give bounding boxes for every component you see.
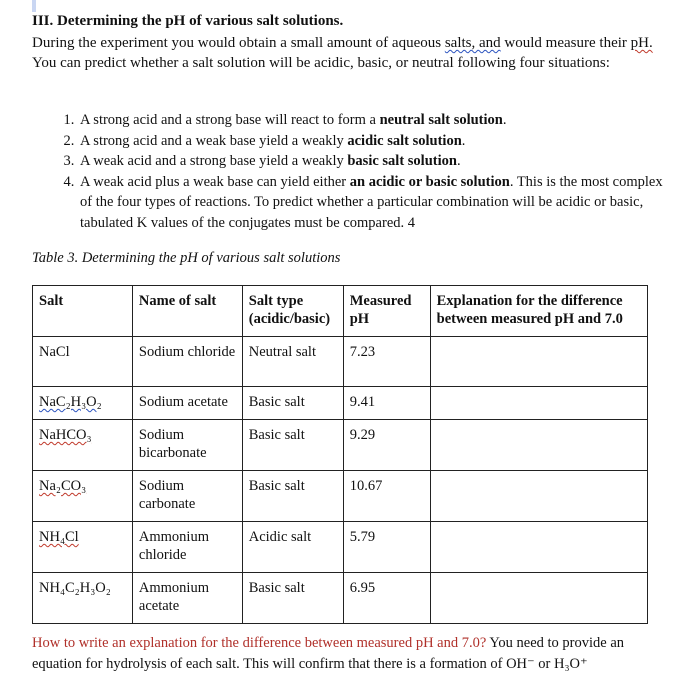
situation-after: .	[456, 153, 461, 169]
cell-ph: 9.41	[343, 387, 430, 420]
situation-text: A strong acid and a weak base yield a weakly	[80, 132, 348, 149]
cell-explanation[interactable]	[430, 522, 647, 573]
situations-list	[54, 110, 678, 233]
situation-bold: acidic salt solution	[347, 132, 462, 149]
situation-bold: neutral salt solution	[379, 112, 503, 128]
cell-ph: 7.23	[343, 337, 430, 387]
cell-name: Ammonium acetate	[132, 573, 242, 624]
cell-explanation[interactable]	[430, 471, 647, 522]
cell-type: Basic salt	[242, 573, 343, 624]
footer-paragraph	[32, 633, 672, 675]
header-type: Salt type (acidic/basic)	[242, 286, 343, 337]
intro-salts-and: salts, and	[444, 35, 501, 51]
table-row	[33, 420, 648, 471]
cell-formula: NH₄Cl	[33, 522, 133, 573]
cell-explanation[interactable]	[430, 387, 647, 420]
table-header-row	[33, 286, 648, 337]
cell-ph: 5.79	[343, 522, 430, 573]
situation-item	[78, 110, 678, 131]
situation-after: . This is the most complex of the four types of reactions. To predict whether a particular combination will be acidic or basic, tabulated K values of the conjugates must be compared. 4	[80, 173, 663, 231]
table-row	[33, 522, 648, 573]
intro-ph: pH.	[630, 35, 653, 51]
intro-text-3: You can predict whether a salt solution will be acidic, basic, or neutral following four situations:	[32, 55, 610, 71]
intro-paragraph	[32, 33, 672, 73]
header-name: Name of salt	[132, 286, 242, 337]
cell-name: Ammonium chloride	[132, 522, 242, 573]
cell-type: Acidic salt	[242, 522, 343, 573]
cell-ph: 6.95	[343, 573, 430, 624]
table-row	[33, 471, 648, 522]
cell-name: Sodium carbonate	[132, 471, 242, 522]
header-salt: Salt	[33, 286, 133, 337]
situation-item	[78, 172, 678, 234]
cell-explanation[interactable]	[430, 337, 647, 387]
cell-formula: NH₄C₂H₃O₂	[33, 573, 133, 624]
cell-formula: NaCl	[33, 337, 133, 387]
selection-marker	[32, 0, 36, 12]
salt-table	[32, 285, 648, 624]
situation-bold: basic salt solution	[347, 153, 457, 169]
cell-formula: NaC₂H₃O₂	[33, 387, 133, 420]
cell-type: Neutral salt	[242, 337, 343, 387]
footer-text: You need to provide an equation for hydrolysis of each salt. This will confirm that there is a formation of OH⁻ or H₃O⁺	[32, 635, 625, 672]
section-heading: III. Determining the pH of various salt solutions.	[32, 13, 344, 29]
cell-ph: 10.67	[343, 471, 430, 522]
situation-bold: an acidic or basic solution	[349, 173, 510, 190]
cell-name: Sodium chloride	[132, 337, 242, 387]
footer-question: How to write an explanation for the difference between measured pH and 7.0?	[32, 635, 487, 651]
cell-name: Sodium bicarbonate	[132, 420, 242, 471]
cell-name: Sodium acetate	[132, 387, 242, 420]
header-explanation: Explanation for the difference between measured pH and 7.0	[430, 286, 647, 337]
situation-item	[78, 131, 678, 152]
cell-ph: 9.29	[343, 420, 430, 471]
cell-type: Basic salt	[242, 420, 343, 471]
situation-text: A weak acid and a strong base yield a weakly	[80, 153, 348, 169]
situation-after: .	[502, 112, 507, 128]
intro-text-1: During the experiment you would obtain a small amount of aqueous	[32, 35, 445, 51]
situation-text: A weak acid plus a weak base can yield either	[80, 173, 350, 190]
cell-explanation[interactable]	[430, 573, 647, 624]
cell-type: Basic salt	[242, 471, 343, 522]
table-row	[33, 337, 648, 387]
situation-item	[78, 151, 678, 172]
cell-formula: Na₂CO₃	[33, 471, 133, 522]
cell-type: Basic salt	[242, 387, 343, 420]
situation-text: A strong acid and a strong base will react to form a	[80, 112, 380, 128]
header-ph: Measured pH	[343, 286, 430, 337]
table-row	[33, 573, 648, 624]
table-caption: Table 3. Determining the pH of various salt solutions	[32, 250, 341, 266]
intro-text-2: would measure their	[500, 35, 631, 51]
situation-after: .	[461, 132, 466, 149]
cell-explanation[interactable]	[430, 420, 647, 471]
table-row	[33, 387, 648, 420]
cell-formula: NaHCO₃	[33, 420, 133, 471]
